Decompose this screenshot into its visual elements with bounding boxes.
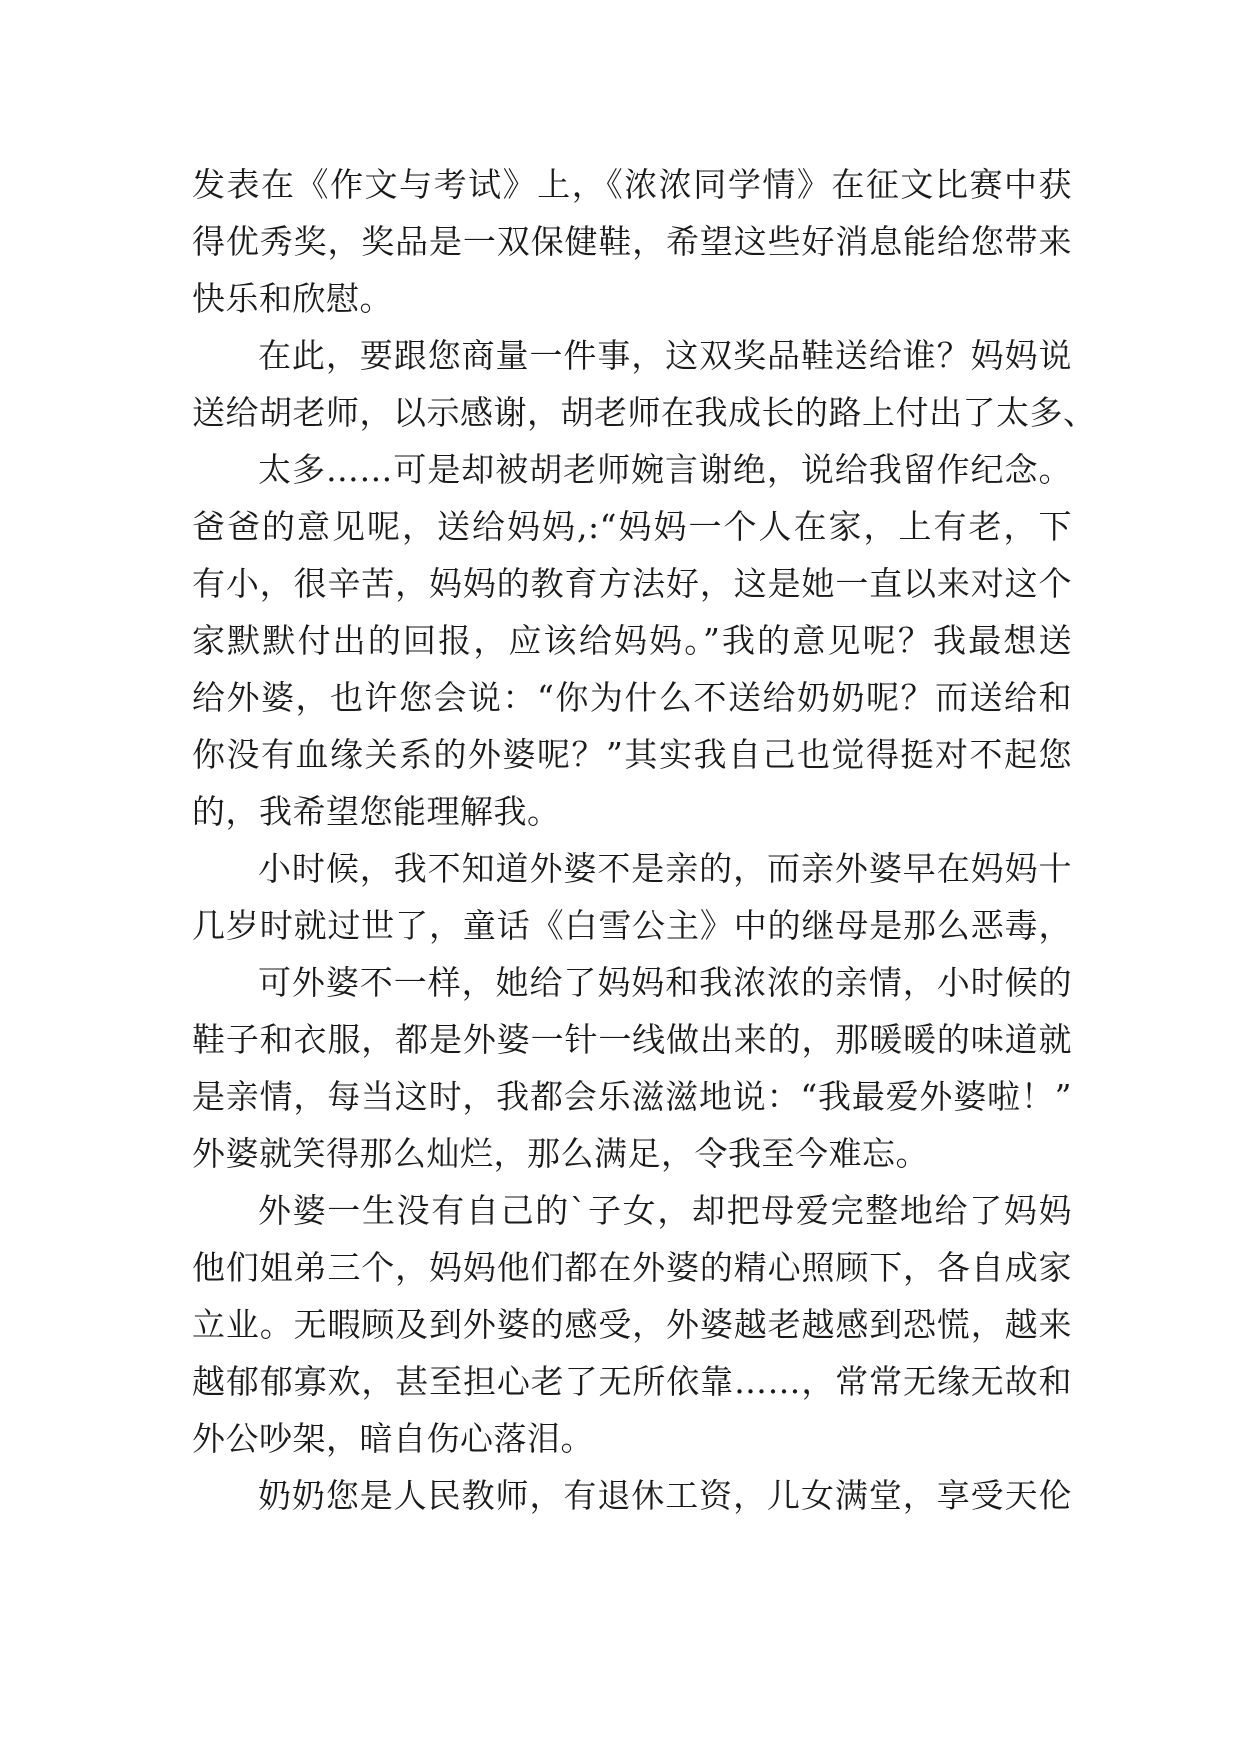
text-line: 奶奶您是人民教师，有退休工资，儿女满堂，享受天伦 (258, 1476, 1072, 1515)
text-line: 外婆就笑得那么灿烂，那么满足，令我至今难忘。 (192, 1134, 929, 1173)
text-line: 给外婆，也许您会说：“你为什么不送给奶奶呢？而送给和 (192, 678, 1072, 717)
text-line: 外公吵架，暗自伤心落泪。 (192, 1419, 594, 1458)
text-line: 的，我希望您能理解我。 (192, 792, 561, 831)
text-line: 外婆一生没有自己的`子女，却把母爱完整地给了妈妈 (258, 1191, 1072, 1230)
text-line: 小时候，我不知道外婆不是亲的，而亲外婆早在妈妈十 (258, 849, 1072, 888)
text-line: 有小，很辛苦，妈妈的教育方法好，这是她一直以来对这个 (192, 564, 1072, 603)
text-line: 送给胡老师，以示感谢，胡老师在我成长的路上付出了太多、 (192, 393, 1097, 432)
text-line: 发表在《作文与考试》上，《浓浓同学情》在征文比赛中获 (192, 165, 1072, 204)
text-line: 他们姐弟三个，妈妈他们都在外婆的精心照顾下，各自成家 (192, 1248, 1072, 1287)
text-line: 家默默付出的回报，应该给妈妈。”我的意见呢？我最想送 (192, 621, 1072, 660)
letter-body-text (192, 156, 1097, 1524)
text-line: 鞋子和衣服，都是外婆一针一线做出来的，那暖暖的味道就 (192, 1020, 1072, 1059)
text-line: 快乐和欣慰。 (192, 279, 393, 318)
text-line: 可外婆不一样，她给了妈妈和我浓浓的亲情，小时候的 (258, 963, 1072, 1002)
text-line: 得优秀奖，奖品是一双保健鞋，希望这些好消息能给您带来 (192, 222, 1072, 261)
text-line: 太多……可是却被胡老师婉言谢绝，说给我留作纪念。 (258, 450, 1072, 489)
text-line: 爸爸的意见呢，送给妈妈,:“妈妈一个人在家，上有老，下 (192, 507, 1072, 546)
text-line: 越郁郁寡欢，甚至担心老了无所依靠……，常常无缘无故和 (192, 1362, 1072, 1401)
text-line: 你没有血缘关系的外婆呢？”其实我自己也觉得挺对不起您 (192, 735, 1072, 774)
text-line: 在此，要跟您商量一件事，这双奖品鞋送给谁？妈妈说 (258, 336, 1072, 375)
text-line: 几岁时就过世了，童话《白雪公主》中的继母是那么恶毒， (192, 906, 1072, 945)
text-line: 是亲情，每当这时，我都会乐滋滋地说：“我最爱外婆啦！” (192, 1077, 1072, 1116)
text-line: 立业。无暇顾及到外婆的感受，外婆越老越感到恐慌，越来 (192, 1305, 1072, 1344)
